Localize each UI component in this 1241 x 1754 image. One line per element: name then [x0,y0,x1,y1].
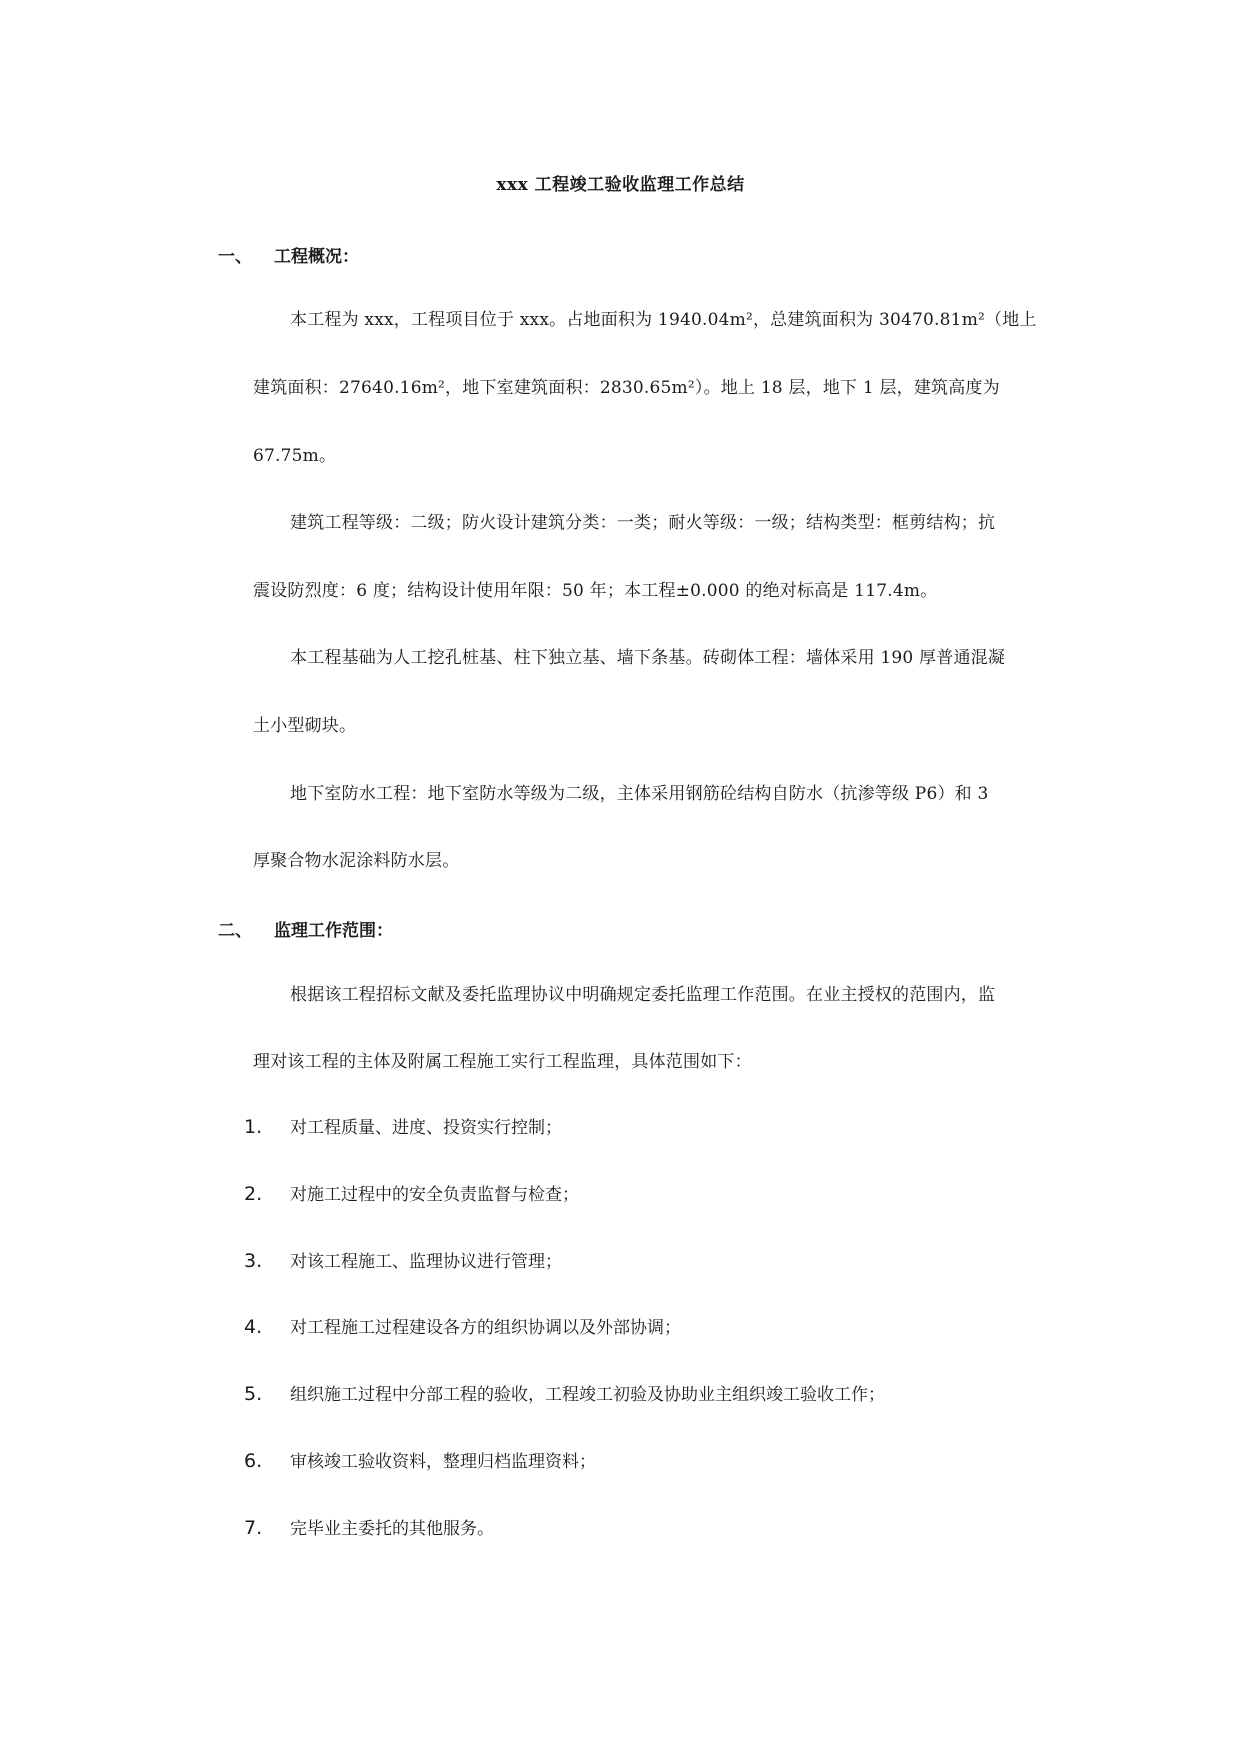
list-item [244,1180,579,1205]
paragraph-line: 建筑工程等级：二级；防火设计建筑分类：一类；耐火等级：一级；结构类型：框剪结构；抗 [290,513,996,533]
list-item-text: 完毕业主委托的其他服务。 [290,1519,494,1539]
paragraph-line: 建筑面积：27640.16m²，地下室建筑面积：2830.65m²）。地上 18 层，地下 1 层，建筑高度为 [253,378,1000,398]
list-number: 4. [244,1316,263,1338]
paragraph-line: 理对该工程的主体及附属工程施工实行工程监理，具体范围如下： [253,1052,752,1072]
list-number: 6. [244,1450,263,1472]
list-item-text: 对施工过程中的安全负责监督与检查； [290,1185,579,1205]
list-item-text: 组织施工过程中分部工程的验收，工程竣工初验及协助业主组织竣工验收工作； [290,1385,885,1405]
list-item-text: 对工程质量、进度、投资实行控制； [290,1118,562,1138]
section-heading-overview [218,242,359,267]
list-item-text: 对该工程施工、监理协议进行管理； [290,1252,562,1272]
list-item [244,1247,562,1272]
section-heading-text: 监理工作范围： [274,921,393,941]
list-item-text: 审核竣工验收资料，整理归档监理资料； [290,1452,596,1472]
section-number: 二、 [218,921,252,941]
paragraph-line: 厚聚合物水泥涂料防水层。 [253,851,460,871]
list-item-text: 对工程施工过程建设各方的组织协调以及外部协调； [290,1318,681,1338]
paragraph-line: 根据该工程招标文献及委托监理协议中明确规定委托监理工作范围。在业主授权的范围内，监 [290,985,996,1005]
section-heading-scope [218,916,393,941]
paragraph-line: 震设防烈度：6 度；结构设计使用年限：50 年；本工程±0.000 的绝对标高是 117.4m。 [253,581,938,601]
list-item [244,1380,885,1405]
paragraph-line: 地下室防水工程：地下室防水等级为二级，主体采用钢筋砼结构自防水（抗渗等级 P6）和 3 [290,784,989,804]
list-item [244,1447,596,1472]
list-item [244,1113,562,1138]
list-number: 3. [244,1250,263,1272]
paragraph-line: 土小型砌块。 [253,716,357,736]
list-item [244,1514,494,1539]
list-item [244,1313,681,1338]
paragraph-line: 本工程为 xxx，工程项目位于 xxx。占地面积为 1940.04m²，总建筑面积为 30470.81m²（地上 [290,310,1037,330]
list-number: 5. [244,1383,263,1405]
section-number: 一、 [218,247,252,267]
page-title: xxx 工程竣工验收监理工作总结 [496,175,745,195]
paragraph-line: 本工程基础为人工挖孔桩基、柱下独立基、墙下条基。砖砌体工程：墙体采用 190 厚普通混凝 [290,648,1006,668]
list-number: 2. [244,1183,263,1205]
list-number: 7. [244,1517,263,1539]
section-heading-text: 工程概况： [274,247,359,267]
list-number: 1. [244,1116,263,1138]
paragraph-line: 67.75m。 [253,446,337,466]
